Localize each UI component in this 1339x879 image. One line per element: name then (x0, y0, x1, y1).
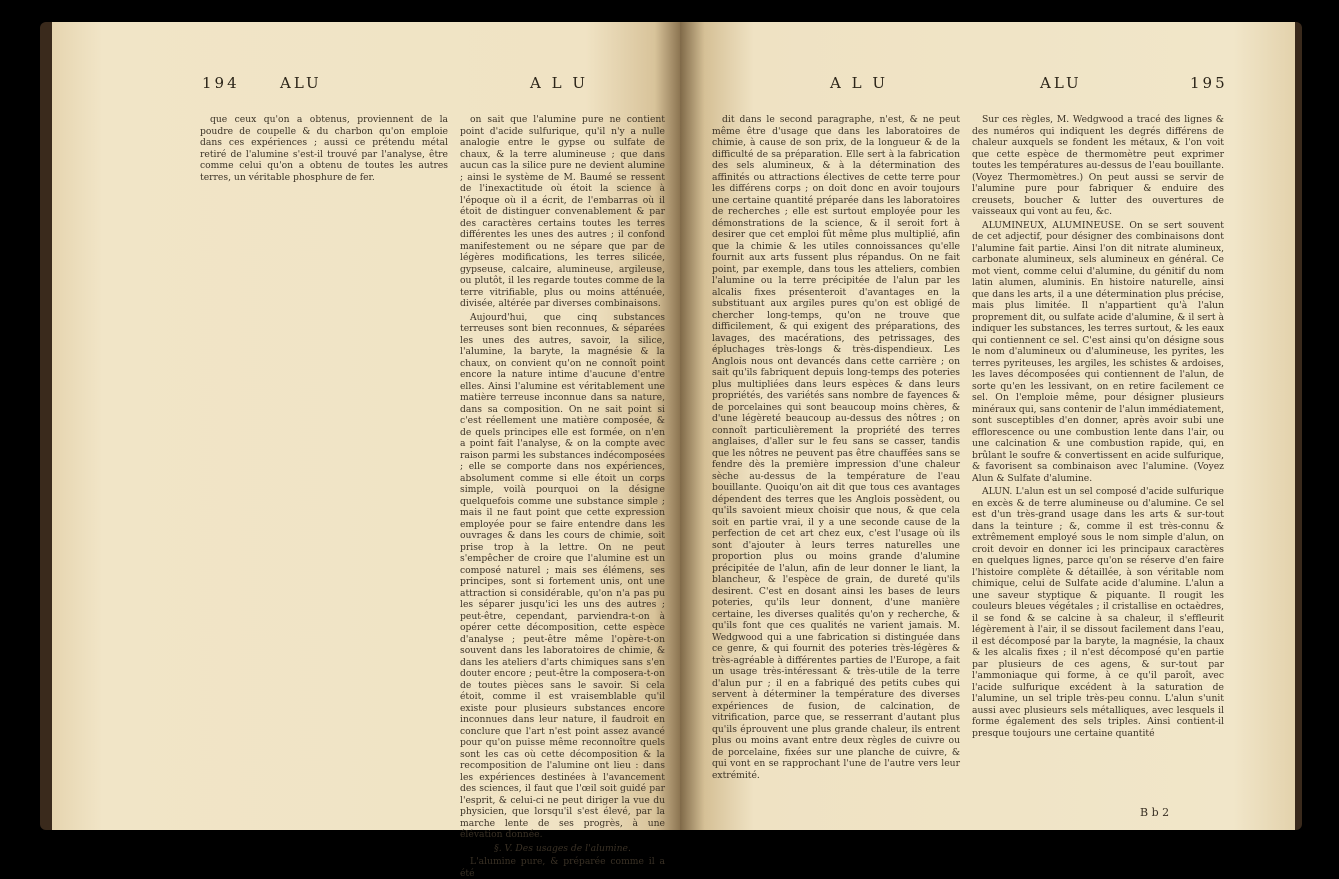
right-header-word: ALU (1040, 74, 1082, 92)
signature-mark: B b 2 (1140, 806, 1170, 819)
left-column-2 (460, 114, 665, 879)
right-page-number: 195 (1190, 74, 1228, 92)
left-page-number: 194 (202, 74, 240, 92)
paragraph: Sur ces règles, M. Wedgwood a tracé des lignes & des numéros qui indiquent les degrés différens de chaleur auxquels se fondent les métaux, & l'on voit que cette espèce de thermomètre peut exprimer toutes les températures au-dessus de l'eau bouillante. (Voyez Thermomètres.) On peut aussi se servir de l'alumine pure pour fabriquer & enduire des creusets, boucher & lutter des ouvertures de vaisseaux qui vont au feu, &c. (972, 114, 1224, 217)
paragraph: ALUMINEUX, ALUMINEUSE. On se sert souvent de cet adjectif, pour désigner des combinaisons dont l'alumine fait partie. Ainsi l'on dit nitrate alumineux, carbonate alumineux, sels alumineux en général. Ce mot vient, comme celui d'alumine, du génitif du nom latin alumen, aluminis. En histoire naturelle, ainsi que dans les arts, il a une détermination plus précise, mais plus limitée. Il n'appartient qu'à l'alun proprement dit, ou sulfate acide d'alumine, & il sert à indiquer les substances, les terres surtout, & les eaux qui contiennent ce sel. C'est ainsi qu'on désigne sous le nom d'alumineux ou d'alumineuse, les pyrites, les terres pyriteuses, les argiles, les schistes & ardoises, les laves décomposées qui contiennent de l'alun, de sorte qu'en les lessivant, on en retire facilement ce sel. On l'emploie même, pour désigner plusieurs minéraux qui, sans contenir de l'alun immédiatement, sont susceptibles d'en donner, après avoir subi une efflorescence ou une combustion lente dans l'air, ou une calcination & une combustion rapide, qui, en brûlant le soufre & convertissent en acide sulfurique, & favorisent sa combinaison avec l'alumine. (Voyez Alun & Sulfate d'alumine. (972, 219, 1224, 484)
book-spread (40, 22, 1302, 879)
left-header-word: ALU (280, 74, 322, 92)
left-page (52, 22, 680, 879)
paragraph: dit dans le second paragraphe, n'est, & ne peut même être d'usage que dans les laboratoires de chimie, à cause de son prix, de la longueur & de la difficulté de sa préparation. Elle sert à la fabrication des sels alumineux, & à la détermination des affinités ou attractions électives de cette terre pour les différens corps ; on doit donc en avoir toujours une certaine quantité préparée dans les laboratoires de recherches ; elle est surtout employée pour les démonstrations de la science, & il seroit fort à desirer que cet emploi fût même plus multiplié, afin que la chimie & les utiles connoissances qu'elle fournit aux arts fussent plus répandus. On ne fait point, par exemple, dans tous les atteliers, combien l'alumine ou la terre précipitée de l'alun par les alcalis fixes présenteroit d'avantages en la substituant aux argiles pures qu'on est obligé de chercher long-temps, qu'on ne trouve que difficilement, & qui exigent des préparations, des lavages, des macérations, des petrissages, des épluchages très-longs & très-dispendieux. Les Anglois nous ont devancés dans cette carrière ; on sait qu'ils fabriquent depuis long-temps des poteries plus multipliées dans leurs espèces & dans leurs propriétés, des variétés sans nombre de fayences & de porcelaines qui sont beaucoup moins chères, & d'une légèreté beaucoup au-dessus des nôtres ; on connoît particulièrement la propriété des terres anglaises, d'aller sur le feu sans se casser, tandis que les nôtres ne peuvent pas être chauffées sans se fendre dès la première impression d'une chaleur sèche au-dessus de la température de l'eau bouillante. Quoiqu'on ait dit que tous ces avantages dépendent des terres que les Anglois possèdent, ou qu'ils savoient mieux choisir que nous, & que cela soit en partie vrai, il y a une seconde cause de la perfection de cet art chez eux, c'est l'usage où ils sont d'ajouter à leurs terres naturelles une proportion plus ou moins grande d'alumine précipitée de l'alun, afin de leur donner le liant, la blancheur, & l'espèce de grain, de dureté qu'ils desirent. C'est en dosant ainsi les bases de leurs poteries, qu'ils leur donnent, d'une manière certaine, les diverses qualités qu'on y recherche, & qu'ils font que ces qualités ne varient jamais. M. Wedgwood qui a une fabrication si distinguée dans ce genre, & qui fournit des poteries très-légères & très-agréable à différentes parties de l'Europe, a fait un usage très-intéressant & très-utile de la terre d'alun pur ; il en a fabriqué des petits cubes qui servent à déterminer la température des diverses expériences de fusion, de calcination, de vitrification, parce que, se resserrant d'autant plus qu'ils éprouvent une plus grande chaleur, ils entrent plus ou moins avant entre deux règles de cuivre ou de porcelaine, fixées sur une planche de cuivre, & qui vont en se rapprochant l'une de l'autre vers leur extrémité. (712, 114, 960, 781)
section-heading: §. V. Des usages de l'alumine. (494, 842, 631, 854)
paragraph: L'alumine pure, & préparée comme il a été (460, 856, 665, 879)
left-column-1 (200, 114, 448, 804)
left-header-center: A L U (530, 74, 588, 92)
paragraph: on sait que l'alumine pure ne contient point d'acide sulfurique, qu'il n'y a nulle analogie entre le gypse ou sulfate de chaux, & la terre alumineuse ; que dans aucun cas la silice pure ne devient alumine ; ainsi le système de M. Baumé se ressent de l'inexactitude où étoit la science à l'époque où il a écrit, de l'embarras où il étoit de distinguer convenablement & par des caractères certains toutes les terres différentes les unes des autres ; il confond manifestement ou ne sépare que par de légères modifications, les terres silicée, gypseuse, calcaire, alumineuse, argileuse, ou plutôt, il les regarde toutes comme de la terre vitrifiable, plus ou moins atténuée, divisée, altérée par diverses combinaisons. (460, 114, 665, 309)
right-header-center: A L U (830, 74, 888, 92)
paragraph: Aujourd'hui, que cinq substances terreuses sont bien reconnues, & séparées les unes des autres, savoir, la silice, l'alumine, la baryte, la magnésie & la chaux, on convient qu'on ne connoît point encore la nature intime d'aucune d'entre elles. Ainsi l'alumine est véritablement une matière terreuse inconnue dans sa nature, dans sa composition. On ne sait point si c'est réellement une matière composée, & de quels principes elle est formée, on n'en a point fait l'analyse, & on la compte avec raison parmi les substances indécomposées ; elle se comporte dans nos expériences, absolument comme si elle étoit un corps simple, voilà pourquoi on la désigne quelquefois comme une substance simple ; mais il ne faut point que cette expression employée pour se faire entendre dans les ouvrages & dans les cours de chimie, soit prise trop à la lettre. On ne peut s'empêcher de croire que l'alumine est un composé naturel ; mais ses élémens, ses principes, sont si fortement unis, ont une attraction si considérable, qu'on n'a pas pu les séparer jusqu'ici les uns des autres ; peut-être, cependant, parviendra-t-on à opérer cette décomposition, cette espèce d'analyse ; peut-être même l'opère-t-on souvent dans les laboratoires de chimie, & dans les ateliers d'arts chimiques sans s'en douter encore ; peut-être la composera-t-on de toutes pièces sans le savoir. Si cela étoit, comme il est vraisemblable qu'il existe pour plusieurs substances encore inconnues dans leur nature, il faudroit en conclure que l'art n'est point assez avancé pour qu'on puisse même reconnoître quels sont les cas où cette décomposition & la recomposition de l'alumine ont lieu : dans les expériences destinées à l'avancement des sciences, il faut que l'œil soit guidé par l'esprit, & celui-ci ne peut diriger la vue du physicien, que lorsqu'il s'est élevé, par la marche lente de ses progrès, à une élévation donnée. (460, 311, 665, 840)
right-page (680, 22, 1295, 830)
paragraph: ALUN. L'alun est un sel composé d'acide sulfurique en excès & de terre alumineuse ou d'alumine. Ce sel est d'un très-grand usage dans les arts & sur-tout dans la teinture ; &, comme il est très-connu & extrêmement employé sous le nom simple d'alun, on croit devoir en donner ici les principaux caractères en quelques lignes, parce qu'on se réserve d'en faire l'histoire complète & détaillée, à son véritable nom chimique, celui de Sulfate acide d'alumine. L'alun a une saveur styptique & piquante. Il rougit les couleurs bleues végétales ; il cristallise en octaèdres, il se fond & se calcine à sa chaleur, il s'effleurit légèrement à l'air, il se dissout facilement dans l'eau, il est décomposé par la baryte, la magnésie, la chaux & les alcalis fixes ; il n'est décomposé qu'en partie par plusieurs de ces agens, & sur-tout par l'ammoniaque qui forme, à ce qu'il paroît, avec l'acide sulfurique excédent à la saturation de l'alumine, un sel triple très-peu connu. L'alun s'unit aussi avec plusieurs sels métalliques, avec lesquels il forme également des sels triples. Ainsi contient-il presque toujours une certaine quantité (972, 486, 1224, 739)
paragraph: que ceux qu'on a obtenus, proviennent de la poudre de coupelle & du charbon qu'on emploie dans ces expériences ; aussi ce prétendu métal retiré de l'alumine s'est-il trouvé par l'analyse, être comme celui qu'on a obtenu de toutes les autres terres, un véritable phosphure de fer. (200, 114, 448, 183)
right-column-1 (712, 114, 960, 804)
right-column-2 (972, 114, 1224, 804)
